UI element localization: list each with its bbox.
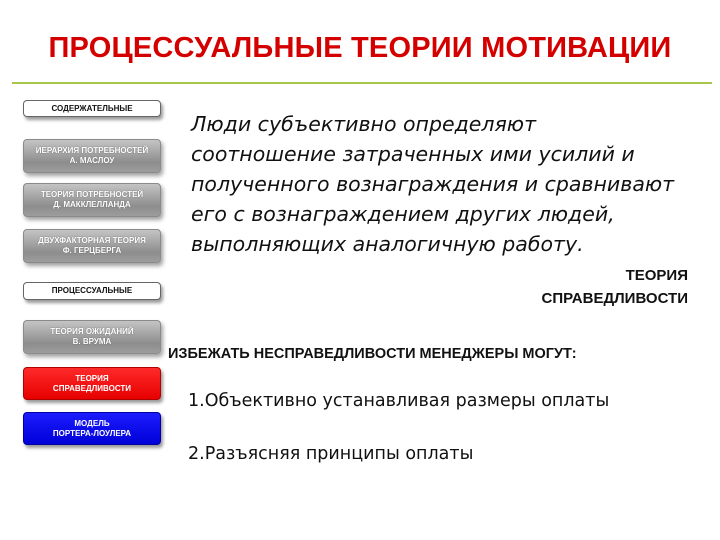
nav-button-process-theories[interactable]: ПРОЦЕССУАЛЬНЫЕ <box>23 282 161 300</box>
nav-button-content-theories[interactable]: СОДЕРЖАТЕЛЬНЫЕ <box>23 100 161 117</box>
nav-button-mcclelland[interactable]: ТЕОРИЯ ПОТРЕБНОСТЕЙ Д. МАККЛЕЛЛАНДА <box>23 183 161 217</box>
theory-name: ТЕОРИЯ СПРАВЕДЛИВОСТИ <box>541 267 688 307</box>
nav-button-justice-theory[interactable]: ТЕОРИЯ СПРАВЕДЛИВОСТИ <box>23 367 161 400</box>
theory-description: Люди субъективно определяют соотношение затраченных ими усилий и полученного вознаграждения и сравнивают его с вознаграждением других людей, выполняющих аналогичную работу. <box>191 112 675 256</box>
avoid-injustice-heading: ИЗБЕЖАТЬ НЕСПРАВЕДЛИВОСТИ МЕНЕДЖЕРЫ МОГУТ: <box>168 346 577 362</box>
step-1: 1.Объективно устанавливая размеры оплаты <box>188 391 610 411</box>
slide-title: ПРОЦЕССУАЛЬНЫЕ ТЕОРИИ МОТИВАЦИИ <box>48 32 672 64</box>
step-2: 2.Разъясняя принципы оплаты <box>188 444 474 464</box>
nav-button-herzberg[interactable]: ДВУХФАКТОРНАЯ ТЕОРИЯ Ф. ГЕРЦБЕРГА <box>23 229 161 263</box>
nav-button-porter-lawler[interactable]: МОДЕЛЬ ПОРТЕРА-ЛОУЛЕРА <box>23 412 161 445</box>
nav-button-vroom[interactable]: ТЕОРИЯ ОЖИДАНИЙ В. ВРУМА <box>23 320 161 354</box>
nav-button-maslow[interactable]: ИЕРАРХИЯ ПОТРЕБНОСТЕЙ А. МАСЛОУ <box>23 139 161 173</box>
title-divider <box>12 82 712 84</box>
